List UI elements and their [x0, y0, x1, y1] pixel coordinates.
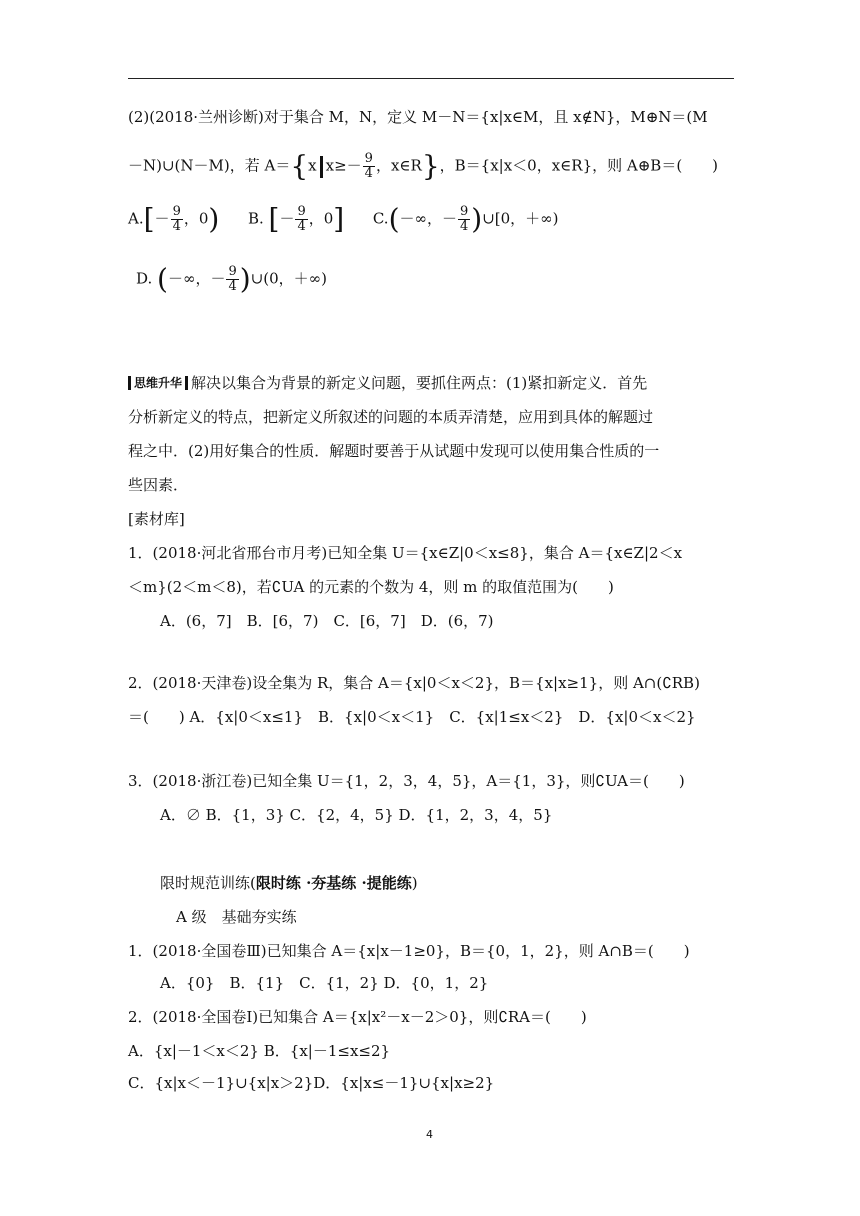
insight-line2: 分析新定义的特点，把新定义所叙述的问题的本质弄清楚，应用到具体的解题过 [128, 408, 654, 426]
header-rule [128, 78, 734, 79]
training-level: A 级 基础夯实练 [176, 908, 297, 926]
fraction: $\frac{9}{4}$ [364, 151, 373, 181]
lib-p1-line2: ＜m}(2＜m＜8)，若∁UA 的元素的个数为 4，则 m 的取值范围为( ) [128, 578, 614, 596]
lib-p1-options: A．(6，7] B．[6，7) C．[6，7] D．(6，7) [160, 612, 494, 630]
train-t1-line1: 1．(2018·全国卷Ⅲ)已知集合 A＝{x|x－1≥0}，B＝{0，1，2}，则 A∩B＝( ) [128, 942, 690, 960]
insight-line3: 程之中．(2)用好集合的性质．解题时要善于从试题中发现可以使用集合性质的一 [128, 442, 660, 460]
q2-option-d: D. (－∞，－ $\frac{9}{4}$ )∪(0，＋∞) [136, 262, 328, 296]
page-number: 4 [426, 1128, 433, 1141]
lib-p3-line1: 3．(2018·浙江卷)已知全集 U＝{1，2，3，4，5}，A＝{1，3}，则∁UA＝( ) [128, 772, 685, 790]
q2-options-abc: A.[－ $\frac{9}{4}$ ，0) B. [－ $\frac{9}{4}$ ，0] C.(－∞，－ $\frac{9}{4}$ )∪[0，＋∞) [128, 202, 559, 236]
train-t1-options: A．{0} B．{1} C．{1，2} D．{0，1，2} [160, 974, 489, 992]
q2-line1: (2)(2018·兰州诊断)对于集合 M，N，定义 M－N＝{x|x∈M，且 x∉N}，M⊕N＝(M [128, 108, 708, 126]
training-title: 限时规范训练(限时练 ·夯基练 ·提能练) [160, 874, 418, 892]
q2-line2: －N)∪(N－M)，若 A＝{x x≥－ $\frac{9}{4}$ ，x∈R}，B＝{x|x＜0，x∈R}，则 A⊕B＝( ) [128, 149, 719, 183]
train-t2-options-cd: C．{x|x＜－1}∪{x|x＞2}D．{x|x≤－1}∪{x|x≥2} [128, 1074, 495, 1092]
train-t2-line1: 2．(2018·全国卷Ⅰ)已知集合 A＝{x|x²－x－2＞0}，则∁RA＝( ) [128, 1008, 587, 1026]
lib-p2-line2: ＝( ) A．{x|0＜x≤1} B．{x|0＜x＜1} C．{x|1≤x＜2} D．{x|0＜x＜2} [128, 708, 696, 726]
library-title: [素材库] [128, 510, 185, 528]
lib-p1-line1: 1．(2018·河北省邢台市月考)已知全集 U＝{x∈Z|0＜x≤8}，集合 A＝{x∈Z|2＜x [128, 544, 683, 562]
lib-p2-line1: 2．(2018·天津卷)设全集为 R，集合 A＝{x|0＜x＜2}，B＝{x|x≥1}，则 A∩(∁RB) [128, 674, 700, 692]
insight-line4: 些因素． [128, 476, 189, 494]
insight-badge: 思维升华 [128, 376, 188, 390]
train-t2-options-ab: A．{x|－1＜x＜2} B．{x|－1≤x≤2} [128, 1042, 391, 1060]
lib-p3-options: A．∅ B．{1，3} C．{2，4，5} D．{1，2，3，4，5} [160, 806, 553, 824]
insight-line1: 思维升华 解决以集合为背景的新定义问题，要抓住两点：(1)紧扣新定义．首先 [128, 372, 647, 394]
